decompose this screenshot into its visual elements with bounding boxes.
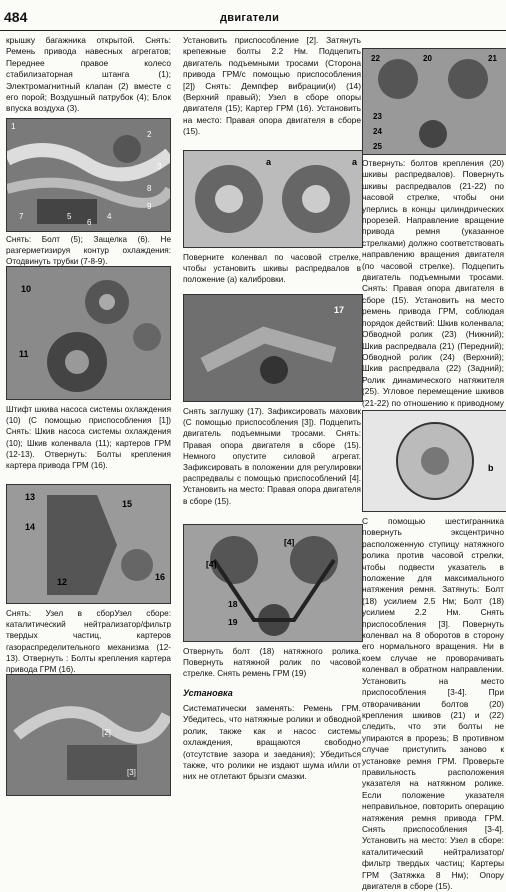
- pulleys-figure: [6, 266, 171, 400]
- exhaust-figure: [6, 674, 171, 796]
- col2-installation-text: Систематически заменять: Ремень ГРМ. Убедитесь, что натяжные ролики и обводной ролик, также как и насос системы охлаждения, вращаются свободно (отсутствие зазора и заедания); Убедиться также, что ролики не издают шума и/или от них не отлетают брызги смазки.: [183, 703, 361, 782]
- label-12: 12: [57, 577, 68, 587]
- installation-heading: Установка: [183, 688, 233, 698]
- belt-routing-figure: [362, 48, 506, 155]
- timing-cover-figure: [6, 484, 171, 604]
- label-tool-3: [3]: [127, 768, 136, 777]
- label-7: 7: [19, 212, 24, 221]
- col1-fig3-caption: Снять: Узел в сборУзел сборе: каталитический нейтрализатор/фильтр твердых частиц, картеров газораспределительного механизма (12-13). Отвернуть : Болты крепления картера привода ГРМ (16).: [6, 609, 171, 675]
- label-2: 2: [147, 130, 152, 139]
- page-number: 484: [4, 9, 28, 25]
- label-15: 15: [122, 499, 133, 509]
- engine-hoses-figure: [6, 118, 171, 232]
- flywheel-plug-figure: [183, 294, 363, 402]
- section-title: двигатели: [220, 12, 280, 24]
- label-19: 19: [228, 617, 238, 627]
- label-24: 24: [373, 127, 382, 136]
- label-21: 21: [488, 54, 497, 63]
- col3-belt-install-text: Отвернуть: болтов крепления (20) шкивы распредвалов). Повернуть шкивы распредвалов (21-22) по часовой стрелке, чтобы они уперлись в концы цилиндрических прорезей. Направление вращение привода ремня (указанное стрелками) должно соответствовать направлению вращения двигателя (по часовой стрелке). Подцепить двигатель подъемными тросами. Снять: Правая опора двигателя в сборе (15). Установить на место ремень привода ГРМ, соблюдая порядок действий: Шкив коленвала; Обводной ролик (23) (Нижний); Шкив распредвала (21) (Передний); Обводной ролик (24) (Верхний); Шкив распредвала (22) (Задний); Ролик динамического натяжителя (25). Угловое перемещение шкивов (21-22) по отношению к приводному: [362, 158, 504, 408]
- label-a-right: a: [352, 157, 358, 167]
- label-14: 14: [25, 522, 36, 532]
- col2-intro: Установить приспособление [2]. Затянуть крепежные болты 2.2 Нм. Подцепить двигатель подъемными тросами (Сторона привода ГРМ/с помощью приспособления [2]) Снять: Демпфер вибрации(и) (14) (Верхний правый); Узел в сборе опоры двигателя (15); Картер ГРМ (16). Установить на место: Правая опора двигателя в сборе (15).: [183, 35, 361, 137]
- tensioner-figure: [362, 410, 506, 512]
- label-16: 16: [155, 572, 166, 582]
- label-18: 18: [228, 599, 238, 609]
- label-5: 5: [67, 212, 72, 221]
- label-4: 4: [107, 212, 112, 221]
- page-header: [0, 0, 506, 31]
- label-6: 6: [87, 218, 92, 227]
- col2-fig2-caption: Снять заглушку (17). Зафиксировать маховик (С помощью приспособления [3]). Подцепить двигатель подъемными тросами. Снять: Правая опора двигателя в сборе (15). Немного опустите силовой агрегат. Зафиксировать в положении для регулировки распредвалы с помощью приспособлений [4]. Установить на место: Правая опора двигателя в сборе (15).: [183, 407, 361, 506]
- label-25: 25: [373, 142, 382, 151]
- label-23: 23: [373, 112, 382, 121]
- label-tool-4-left: [4]: [206, 559, 217, 569]
- col3-tension-text: С помощью шестигранника повернуть эксцентрично расположенную ступицу натяжного ролика против часовой стрелки, чтобы подвести указатель в положение для максимального натяжения ремня. Затянуть: Болт (18) усилием 2.5 Нм; Болт (18) усилием 2.2 Нм. Снять приспособления [3]. Повернуть коленвал на 8 оборотов в сторону его нормального вращения. Ни в коем случае не проворачивать коленвал в обратном направлении. Установить на место приспособления [3-4]. При отворачивании болтов (20) крепления шкивов (21) и (22) следить, что эти болты не упираются в прорезь; В противном случае приступить заново к установке ремня ГРМ. Проверьте правильность расположения указателя на натяжном ролике. Если положение указателя неправильное, повторить операцию натяжения ремня привода ГРМ. Снять приспособления [3-4]. Установить на место: Узел в сборе: каталитический нейтрализатор/фильтр твердых частиц; Картеры ГРМ (Затяжка 8 Нм); Опору двигателя в сборе (15).: [362, 516, 504, 891]
- label-13: 13: [25, 492, 36, 502]
- label-a-left: a: [266, 157, 272, 167]
- col1-intro: крышку багажника открытой. Снять: Ремень привода навесных агрегатов; Переднее правое колесо стабилизаторная штанга (1); Электромагнитный клапан (2) вместе с его порой; Воздушный патрубок (4); Блок впуска воздуха (3).: [6, 35, 171, 114]
- label-9: 9: [147, 202, 152, 211]
- label-tool-2: [2]: [102, 728, 111, 737]
- col1-fig2-caption: Штифт шкива насоса системы охлаждения (10) (С помощью приспособления [1]) Снять: Шкив насоса системы охлаждения (10); Шкив коленвала (11); картеров ГРМ (12-13). Отвернуть: Болты крепления картера привода ГРМ (16).: [6, 405, 171, 471]
- timing-belt-figure: [183, 524, 363, 642]
- label-20: 20: [423, 54, 432, 63]
- label-11: 11: [19, 349, 29, 359]
- label-8: 8: [147, 184, 152, 193]
- label-3: 3: [157, 162, 162, 171]
- label-tool-4-right: [4]: [284, 537, 295, 547]
- label-10: 10: [21, 284, 32, 294]
- label-b: b: [488, 463, 494, 473]
- camshaft-pulleys-figure: [183, 150, 363, 248]
- label-22: 22: [371, 54, 380, 63]
- col2-fig1-caption: Поверните коленвал по часовой стрелке, чтобы установить шкивы распредвалов в положение (а) калибровки.: [183, 253, 361, 285]
- col2-fig3-caption: Отвернуть болт (18) натяжного ролика. Повернуть натяжной ролик по часовой стрелке. Снять ремень ГРМ (19): [183, 647, 361, 679]
- col1-fig1-caption: Снять: Болт (5); Защелка (6). Не разгерметизируя контур охлаждения: Отодвинуть трубки (7-8-9).: [6, 235, 171, 267]
- label-17: 17: [334, 305, 345, 315]
- label-1: 1: [11, 122, 16, 131]
